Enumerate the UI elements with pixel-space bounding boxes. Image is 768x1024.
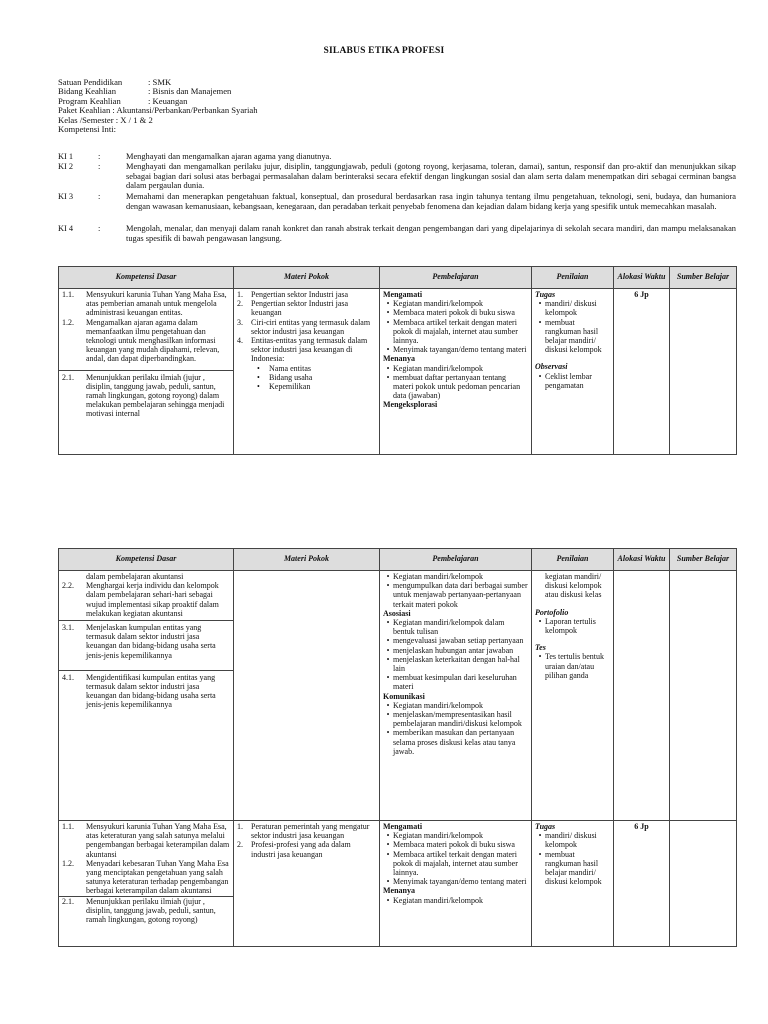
header-alokasi-waktu: Alokasi Waktu	[614, 267, 670, 289]
info-row: Kompetensi Inti:	[58, 124, 117, 135]
activity-item: • menjelaskan/mempresentasikan hasil pembelajaran mandiri/diskusi kelompok	[386, 710, 522, 729]
alokasi-waktu-cell	[614, 571, 670, 821]
assessment-item: • membuat rangkuman hasil belajar mandiri/ diskusi kelompok	[538, 317, 602, 355]
penilaian-cell	[532, 289, 614, 455]
sumber-belajar-cell	[670, 289, 737, 455]
activity-heading: Komunikasi	[383, 691, 425, 701]
kd-cell	[59, 289, 234, 455]
materi-pokok-cell	[234, 571, 380, 821]
kd-item: 2.2. Menghargai kerja individu dan kelompok dalam pembelajaran sehari-hari sebagai wujud implementasi sikap proaktif dalam melakukan kegiatan akuntansi	[62, 581, 219, 618]
info-row: Paket Keahlian : Akuntansi/Perbankan/Perbankan Syariah	[58, 105, 258, 116]
activity-heading: Menanya	[383, 354, 415, 364]
assessment-heading: Tes	[535, 643, 546, 653]
activity-item: • mengevaluasi jawaban setiap pertanyaan	[386, 636, 524, 646]
activity-item: • Kegiatan mandiri/kelompok	[386, 572, 483, 581]
activity-item: • Membaca materi pokok di buku siswa	[386, 840, 515, 850]
mp-item: 1. Peraturan pemerintah yang mengatur sektor industri jasa keuangan	[237, 822, 370, 841]
header-sumber-belajar: Sumber Belajar	[670, 549, 737, 571]
document-title: SILABUS ETIKA PROFESI	[323, 46, 445, 56]
assessment-heading: Tugas	[535, 290, 556, 299]
info-row: Kelas /Semester : X / 1 & 2	[58, 114, 153, 125]
kd-item: 1.1. Mensyukuri karunia Tuhan Yang Maha Esa, atas keteraturan yang salah satunya melalui pengembangan berbagai keterampilan dalam akuntansi	[62, 822, 230, 859]
assessment-item: • Tes tertulis bentuk uraian dan/atau pilihan ganda	[538, 652, 604, 680]
activity-item: • Kegiatan mandiri/kelompok	[386, 299, 483, 309]
activity-item: • Membaca materi pokok di buku siswa	[386, 308, 515, 318]
pembelajaran-cell	[380, 571, 532, 821]
penilaian-cell	[532, 571, 614, 821]
ki-3: KI 3 : Memahami dan menerapkan pengetahuan faktual, konseptual, dan prosedural berdasarkan rasa ingin tahunya tentang ilmu pengetahuan, teknologi, seni, budaya, dan humaniora dengan wawasan kemanusiaan, kebangsaan, kenegaraan, dan peradaban terkait penyebab fenomena dan kejadian dalam bidang kerja yang spesifik untuk memecahkan masalah.	[58, 192, 736, 211]
activity-item: • Kegiatan mandiri/kelompok	[386, 700, 483, 710]
activity-item: • Menyimak tayangan/demo tentang materi	[386, 345, 527, 355]
header-materi-pokok: Materi Pokok	[234, 267, 380, 289]
activity-item: • Membaca artikel terkait dengan materi pokok di majalah, internet atau sumber lainnya.	[386, 849, 518, 878]
pembelajaran-cell	[380, 289, 532, 455]
penilaian-cell	[532, 821, 614, 947]
kd-item: 2.1. Menunjukkan perilaku ilmiah (jujur , disiplin, tanggung jawab, peduli, santun, ramah lingkungan, gotong royong)	[62, 896, 216, 925]
syllabus-table-2	[58, 548, 737, 947]
header-pembelajaran: Pembelajaran	[380, 549, 532, 571]
mp-subitem: • Nama entitas	[257, 363, 311, 373]
activity-heading: Mengamati	[383, 290, 423, 299]
sumber-belajar-cell	[670, 571, 737, 821]
activity-item: • membuat kesimpulan dari keseluruhan materi	[386, 673, 517, 692]
identity-block	[58, 78, 258, 134]
kd-item: 1.2. Mengamalkan ajaran agama dalam memanfaatkan ilmu pengetahuan dan teknologi untuk menghasilkan informasi keuangan yang mudah dipahami, relevan, andal, dan dapat diperbandingkan.	[62, 317, 220, 364]
assessment-item: • mandiri/ diskusi kelompok	[538, 831, 597, 850]
activity-item: • menjelaskan keterkaitan dengan hal-hal lain	[386, 654, 520, 674]
activity-item: • Kegiatan mandiri/kelompok dalam bentuk tulisan	[386, 618, 505, 637]
assessment-item: • membuat rangkuman hasil belajar mandiri/ diskusi kelompok	[538, 849, 602, 887]
assessment-heading: Portofolio	[535, 607, 569, 617]
header-kompetensi-dasar: Kompetensi Dasar	[59, 549, 234, 571]
ki-1: KI 1 : Menghayati dan mengamalkan ajaran agama yang dianutnya.	[58, 152, 332, 161]
activity-heading: Mengeksplorasi	[383, 400, 438, 410]
kd-continuation: dalam pembelajaran akuntansi	[86, 572, 184, 581]
activity-item: • Menyimak tayangan/demo tentang materi	[386, 877, 527, 887]
header-materi-pokok: Materi Pokok	[234, 549, 380, 571]
materi-pokok-cell	[234, 821, 380, 947]
mp-subitem: • Bidang usaha	[257, 372, 313, 382]
kd-cell	[59, 821, 234, 947]
assessment-continuation: kegiatan mandiri/ diskusi kelompok atau diskusi kelas	[545, 572, 602, 600]
assessment-item: • Ceklist lembar pengamatan	[538, 371, 592, 390]
activity-item: • memberikan masukan dan pertanyaan selama proses diskusi kelas atau tanya jawab.	[386, 728, 516, 756]
header-alokasi-waktu: Alokasi Waktu	[614, 549, 670, 571]
activity-item: • menjelaskan hubungan antar jawaban	[386, 645, 514, 655]
info-row: Bidang Keahlian : Bisnis dan Manajemen	[58, 86, 232, 97]
materi-pokok-cell	[234, 289, 380, 455]
pembelajaran-cell	[380, 821, 532, 947]
mp-item: 2. Pengertian sektor Industri jasa keuangan	[237, 299, 349, 318]
ki-4: KI 4 : Mengolah, menalar, dan menyaji dalam ranah konkret dan ranah abstrak terkait dengan pengembangan dari yang dipelajarinya di sekolah secara mandiri, dan mampu melaksanakan tugas spesifik di bawah pengawasan langsung.	[58, 224, 736, 243]
mp-item: 1. Pengertian sektor Industri jasa	[237, 290, 349, 299]
kd-item: 3.1. Menjelaskan kumpulan entitas yang termasuk dalam sektor industri jasa keuangan dan bidang-bidang usaha serta jenis-jenis kepemilikannya	[62, 623, 216, 660]
header-sumber-belajar: Sumber Belajar	[670, 267, 737, 289]
activity-item: • Membaca artikel terkait dengan materi pokok di majalah, internet atau sumber lainnya.	[386, 317, 518, 346]
activity-heading: Mengamati	[383, 822, 423, 831]
activity-heading: Asosiasi	[383, 608, 411, 618]
alokasi-waktu-cell: 6 Jp	[614, 289, 670, 455]
kd-item: 1.2. Menyadari kebesaran Tuhan Yang Maha Esa yang menciptakan pengetahuan yang salah satunya keteraturan terhadap pengembangan berbagai keterampilan dalam akuntansi	[62, 858, 229, 896]
kd-item: 1.1. Mensyukuri karunia Tuhan Yang Maha Esa, atas pemberian amanah untuk mengelola administrasi keuangan entitas.	[62, 290, 227, 318]
activity-item: • Kegiatan mandiri/kelompok	[386, 895, 483, 905]
header-penilaian: Penilaian	[532, 549, 614, 571]
kd-item: 4.1. Mengidentifikasi kumpulan entitas yang termasuk dalam sektor industri jasa keuangan dan bidang-bidang usaha serta jenis-jenis kepemilikannya	[62, 672, 216, 710]
kd-cell	[59, 571, 234, 821]
alokasi-waktu-cell: 6 Jp	[614, 821, 670, 947]
activity-heading: Menanya	[383, 886, 415, 896]
syllabus-table-1	[58, 266, 737, 455]
sumber-belajar-cell	[670, 821, 737, 947]
mp-item: 2. Profesi-profesi yang ada dalam industri jasa keuangan	[237, 840, 351, 859]
activity-item: • Kegiatan mandiri/kelompok	[386, 363, 483, 373]
mp-item: 3. Ciri-ciri entitas yang termasuk dalam sektor industri jasa keuangan	[237, 317, 371, 336]
info-row: Program Keahlian : Keuangan	[58, 95, 188, 106]
header-kompetensi-dasar: Kompetensi Dasar	[59, 267, 234, 289]
activity-item: • Kegiatan mandiri/kelompok	[386, 831, 483, 841]
assessment-heading: Tugas	[535, 822, 556, 831]
assessment-heading: Observasi	[535, 362, 568, 372]
header-pembelajaran: Pembelajaran	[380, 267, 532, 289]
assessment-item: • mandiri/ diskusi kelompok	[538, 299, 597, 318]
header-penilaian: Penilaian	[532, 267, 614, 289]
assessment-item: • Laporan tertulis kelompok	[538, 616, 596, 636]
ki-2: KI 2 : Menghayati dan mengamalkan perilaku jujur, disiplin, tanggungjawab, peduli (gotong royong, kerjasama, toleran, damai), santun, responsif dan pro-aktif dan menunjukkan sikap sebagai bagian dari solusi atas berbagai permasalahan dalam berinteraksi secara efektif dengan lingkungan sosial dan alam serta dalam menempatkan diri sebagai cerminan bangsa dalam pergaulan dunia.	[58, 162, 736, 191]
kd-item: 2.1. Menunjukkan perilaku ilmiah (jujur , disiplin, tanggung jawab, peduli, santun, ramah lingkungan, gotong royong) dalam melakukan pembelajaran sehingga menjadi motivasi internal	[62, 372, 225, 419]
activity-item: • membuat daftar pertanyaan tentang materi pokok untuk pedoman pencarian data (jawaban)	[386, 372, 521, 401]
mp-subitem: • Kepemilikan	[257, 382, 311, 392]
info-row: Satuan Pendidikan : SMK	[58, 77, 172, 87]
activity-item: • mengumpulkan data dari berbagai sumber untuk menjawab pertanyaan-pertanyaan terkait materi pokok	[386, 581, 528, 609]
mp-item: 4. Entitas-entitas yang termasuk dalam sektor industri jasa keuangan di Indonesia:	[237, 336, 368, 364]
